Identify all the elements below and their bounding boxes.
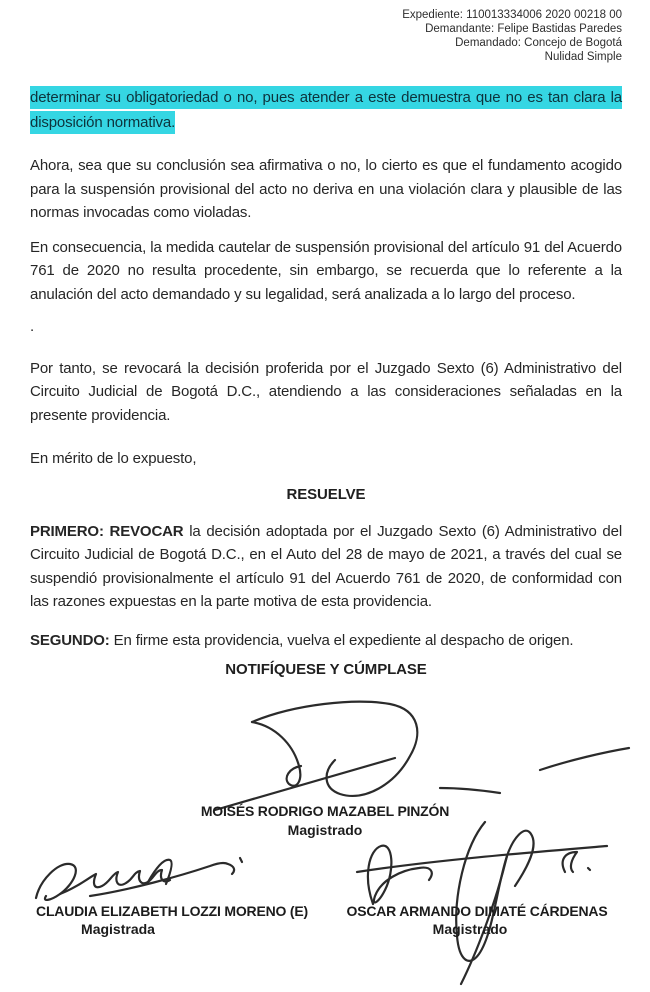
case-number: Expediente: 110013334006 2020 00218 00 (402, 9, 622, 21)
resuelve-heading: RESUELVE (286, 485, 366, 503)
paragraph-consecuencia: En consecuencia, la medida cautelar de suspensión provisional del artículo 91 del Acuerdo 761 de 2020 no resulta procedente, sin embargo, se recuerda que lo referente a la anulación del acto demandado y su legalidad, será analizada a lo largo del proceso. (30, 238, 622, 303)
signature-name-dimate: OSCAR ARMANDO DIMATÉ CÁRDENAS (346, 903, 608, 919)
defendant: Demandado: Concejo de Bogotá (455, 37, 622, 49)
segundo-label: SEGUNDO: (30, 631, 110, 649)
plaintiff: Demandante: Felipe Bastidas Paredes (425, 23, 622, 35)
primero-label: PRIMERO: REVOCAR (30, 522, 184, 540)
signature-lozzi-icon (30, 850, 250, 910)
paragraph-primero (30, 520, 622, 614)
paragraph-merito: En mérito de lo expuesto, (30, 450, 197, 467)
paragraph-ahora: Ahora, sea que su conclusión sea afirmativa o no, lo cierto es que el fundamento acogido para la suspensión provisional del acto no deriva en una violación clara y plausible de las normas invocadas como violadas. (30, 157, 622, 221)
signature-title-mazabel: Magistrado (287, 822, 363, 838)
paragraph-segundo (30, 629, 622, 653)
case-type: Nulidad Simple (544, 51, 622, 63)
signature-title-dimate: Magistrado (432, 921, 508, 937)
signature-title-lozzi: Magistrada (81, 921, 155, 937)
signature-name-lozzi: CLAUDIA ELIZABETH LOZZI MORENO (E) (36, 903, 308, 919)
case-header (30, 8, 622, 64)
signature-mazabel-icon (205, 696, 635, 816)
notifiquese-heading: NOTIFÍQUESE Y CÚMPLASE (225, 661, 427, 678)
primero-text: la decisión adoptada por el Juzgado Sexto (6) Administrativo del Circuito Judicial de Bogotá D.C., en el Auto del 28 de mayo de 2021, a través del cual se suspendió provisionalmente el artículo 91 del Acuerdo 761 de 2020, de conformidad con las razones expuestas en la parte motiva de esta providencia. (30, 522, 622, 610)
signature-name-mazabel: MOISÉS RODRIGO MAZABEL PINZÓN (200, 803, 450, 819)
paragraph-portanto: Por tanto, se revocará la decisión proferida por el Juzgado Sexto (6) Administrativo del Circuito Judicial de Bogotá D.C., atendiendo a las consideraciones señaladas en la presente providencia. (30, 359, 622, 424)
paragraph-dot: . (30, 318, 35, 335)
highlighted-text: determinar su obligatoriedad o no, pues atender a este demuestra que no es tan clara la disposición normativa. (30, 86, 622, 134)
highlighted-paragraph (30, 85, 622, 135)
segundo-text: En firme esta providencia, vuelva el expediente al despacho de origen. (109, 631, 574, 649)
